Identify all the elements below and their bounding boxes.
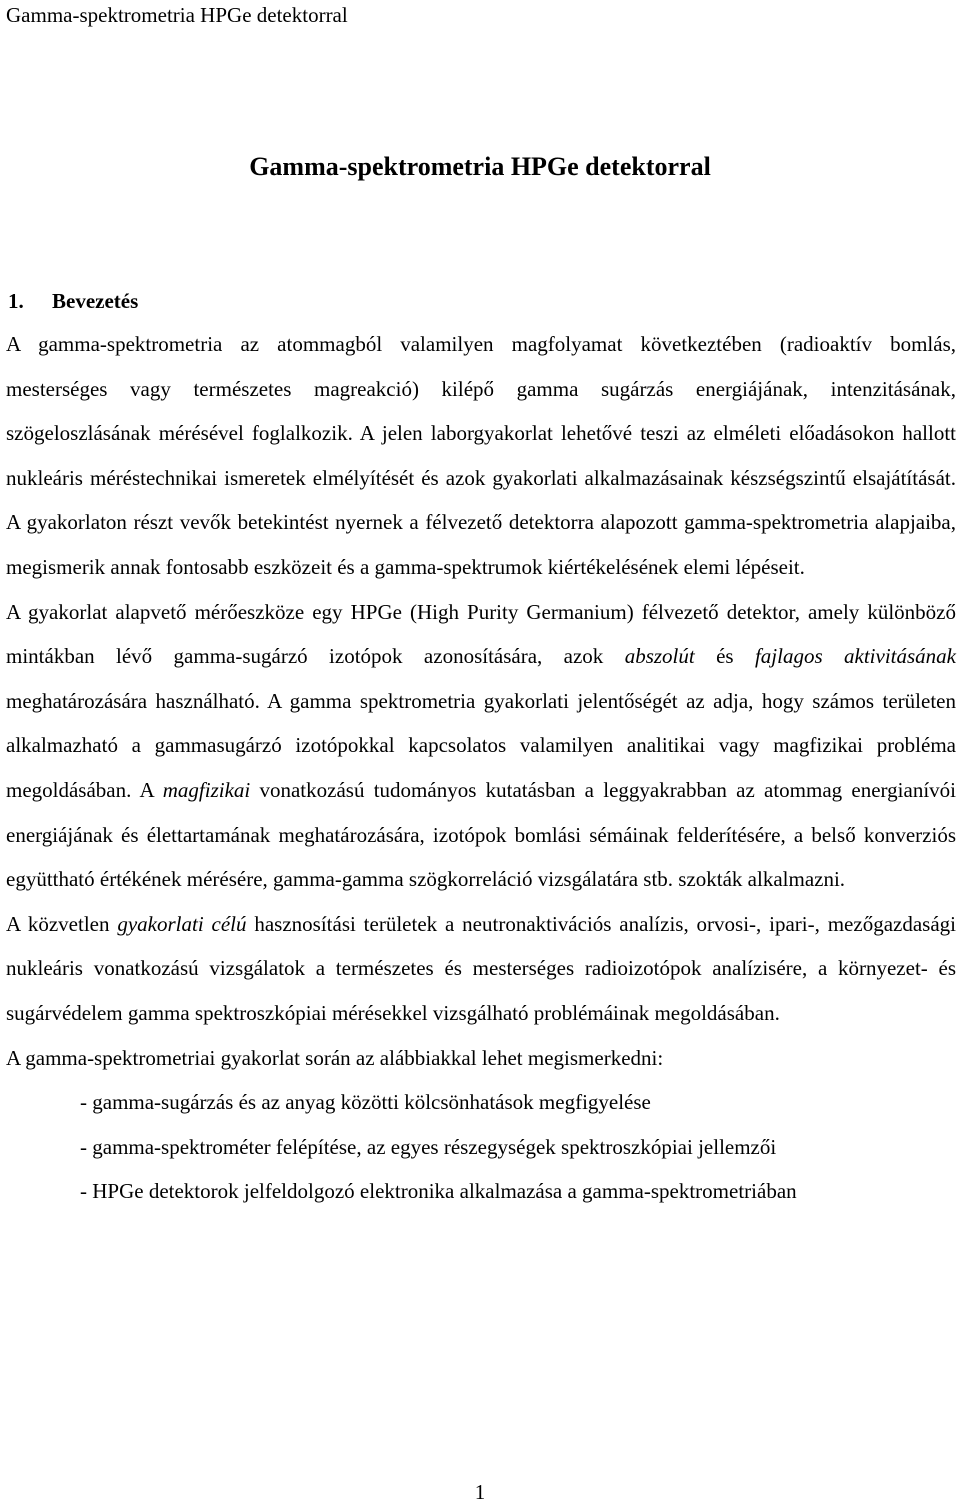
section-heading: [8, 286, 138, 316]
section-number: 1.: [8, 289, 24, 313]
emphasis-absolute: abszolút: [624, 644, 695, 669]
list-item: - HPGe detektorok jelfeldolgozó elektronika alkalmazása a gamma-spektrometriában: [80, 1179, 797, 1204]
paragraph-applications: [6, 902, 956, 1036]
paragraph-intro: A gamma-spektrometria az atommagból valamilyen magfolyamat következtében (radioaktív bomlás, mesterséges vagy természetes magreakció) kilépő gamma sugárzás energiájának, intenzitásának, szögeloszlásának mérésével foglalkozik. A jelen laborgyakorlat lehetővé teszi az elméleti előadásokon hallott nukleáris méréstechnikai ismeretek elmélyítését és azok gyakorlati alkalmazásainak készségszintű elsajátítását. A gyakorlaton részt vevők betekintést nyernek a félvezető detektorra alapozott gamma-spektrometria alapjaiba, megismerik annak fontosabb eszközeit és a gamma-spektrumok kiértékelésének elemi lépéseit.: [6, 332, 956, 579]
emphasis-practical: gyakorlati célú: [117, 911, 247, 936]
topic-list: [6, 1080, 956, 1214]
document-title: Gamma-spektrometria HPGe detektorral: [249, 152, 711, 181]
section-title: Bevezetés: [52, 289, 139, 313]
emphasis-nuclear-physics: magfizikai: [162, 777, 251, 802]
paragraph-detector-text-d: vonatkozású tudományos kutatásban a leggyakrabban az atommag energianívói energiájának és élettartamának meghatározására, izotópok bomlási sémáinak felderítésére, a belső konverziós együttható értékének mérésére, gamma-gamma szögkorreláció vizsgálatára stb. szokták alkalmazni.: [6, 777, 956, 892]
paragraph-detector-text-a: A gyakorlat alapvető mérőeszköze egy HPGe (High Purity Germanium) félvezető detektor, amely különböző mintákban lévő gamma-sugárzó izotópok azonosítására, azok: [6, 599, 956, 669]
paragraph-detector: [6, 590, 956, 902]
body-text: [6, 322, 956, 1214]
paragraph-list-intro: A gamma-spektrometriai gyakorlat során az alábbiakkal lehet megismerkedni:: [6, 1045, 664, 1070]
list-item: - gamma-spektrométer felépítése, az egyes részegységek spektroszkópiai jellemzői: [80, 1134, 777, 1159]
paragraph-applications-text-a: A közvetlen: [6, 911, 118, 936]
page-number: 1: [474, 1480, 486, 1504]
list-item: - gamma-sugárzás és az anyag közötti kölcsönhatások megfigyelése: [80, 1090, 651, 1115]
paragraph-applications-text-b: hasznosítási területek a neutronaktivációs analízis, orvosi-, ipari-, mezőgazdasági nukleáris vonatkozású vizsgálatok a természetes és mesterséges radioizotópok analízisére, a környezet- és sugárvédelem gamma spektroszkópiai mérésekkel vizsgálható problémáinak megoldásában.: [6, 911, 956, 1025]
running-header: Gamma-spektrometria HPGe detektorral: [6, 3, 348, 27]
paragraph-detector-text-c: meghatározására használható. A gamma spektrometria gyakorlati jelentőségét az adja, hogy számos területen alkalmazható a gammasugárzó izotópokkal kapcsolatos valamilyen analitikai vagy magfizikai probléma megoldásában. A: [6, 688, 956, 802]
emphasis-specific-activity: fajlagos aktivitásának: [754, 644, 956, 669]
paragraph-detector-text-b: és: [694, 644, 755, 669]
